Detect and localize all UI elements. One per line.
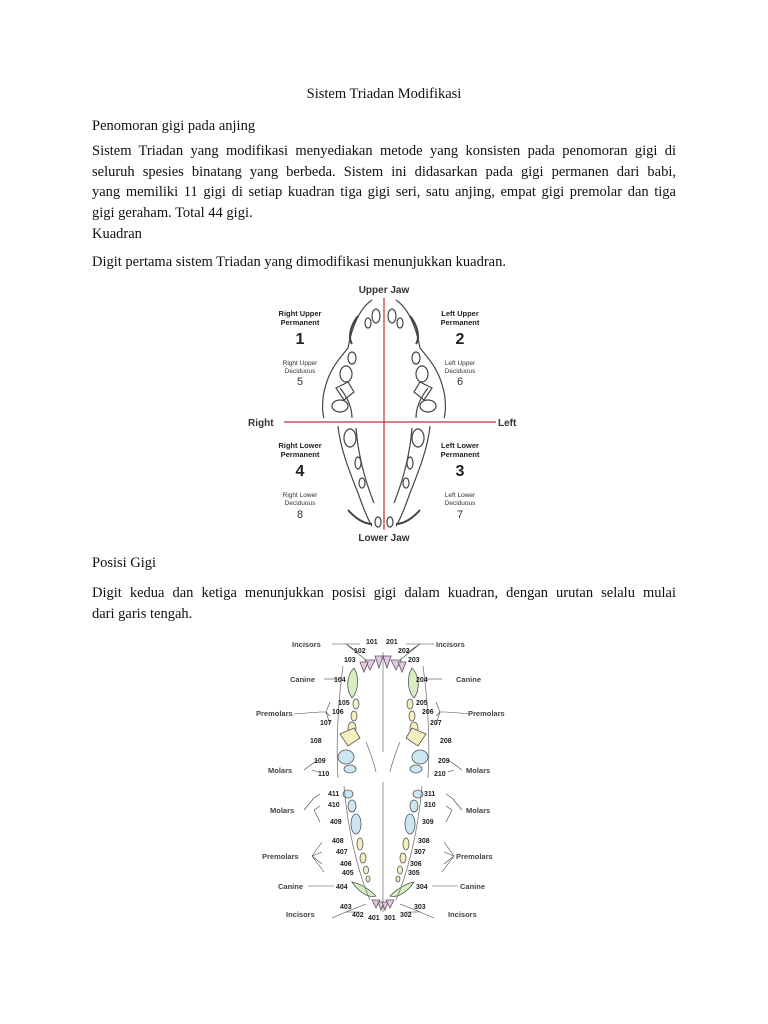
- q6-label-line: Deciduous: [444, 368, 476, 375]
- paragraph-intro-line: Sistem Triadan yang modifikasi menyediakan metode yang konsisten pada penomoran gigi di: [92, 143, 676, 159]
- paragraph-posisi: [92, 583, 676, 624]
- canine-label-upper-left: Canine: [456, 675, 482, 684]
- document-title: Sistem Triadan Modifikasi: [306, 86, 462, 102]
- molars-label-lower-left: Molars: [466, 806, 491, 815]
- tooth-position-diagram: [248, 632, 518, 926]
- tooth-number: 106: [332, 709, 344, 716]
- tooth-number: 301: [384, 915, 396, 922]
- tooth-number: 309: [422, 819, 434, 826]
- paragraph-intro: [92, 141, 676, 223]
- heading-penomoran: Penomoran gigi pada anjing: [92, 118, 256, 134]
- q5-label-line: Right Upper: [282, 360, 318, 367]
- tooth-number: 205: [416, 700, 428, 707]
- tooth-number: 209: [438, 758, 450, 765]
- premolars-label-lower-left: Premolars: [456, 852, 493, 861]
- paragraph-kuadran: Digit pertama sistem Triadan yang dimodifikasi menunjukkan kuadran.: [92, 254, 506, 270]
- tooth-number: 108: [310, 738, 322, 745]
- q6-number: 6: [456, 376, 464, 388]
- tooth-number: 306: [410, 861, 422, 868]
- tooth-number: 305: [408, 870, 420, 877]
- tooth-number: 410: [328, 802, 340, 809]
- tooth-number: 208: [440, 738, 452, 745]
- tooth-number: 201: [386, 639, 398, 646]
- tooth-number: 204: [416, 677, 428, 684]
- q3-label-line: Permanent: [440, 450, 480, 459]
- tooth-number: 307: [414, 849, 426, 856]
- paragraph-intro-line: seluruh spesies binatang yang berbeda. Sistem ini didasarkan pada gigi permanen dari babi,: [92, 163, 676, 180]
- paragraph-intro-line: yang memiliki 11 gigi di setiap kuadran tiga gigi seri, satu anjing, empat gigi premolar dan tiga: [92, 184, 676, 200]
- q7-number: 7: [456, 509, 464, 521]
- molars-label-lower-right: Molars: [270, 806, 295, 815]
- canine-label-upper-right: Canine: [290, 675, 316, 684]
- q1-label-line: Right Upper: [278, 309, 322, 318]
- tooth-number: 308: [418, 838, 430, 845]
- q1-number: 1: [295, 331, 305, 348]
- tooth-number: 407: [336, 849, 348, 856]
- q2-label-line: Left Upper: [441, 309, 479, 318]
- molars-label-upper-right: Molars: [268, 766, 293, 775]
- tooth-number: 406: [340, 861, 352, 868]
- lower-jaw-label: Lower Jaw: [358, 533, 410, 544]
- canine-label-lower-left: Canine: [460, 882, 486, 891]
- tooth-number: 303: [414, 904, 426, 911]
- tooth-number: 107: [320, 720, 332, 727]
- heading-posisi-gigi: Posisi Gigi: [92, 555, 157, 571]
- tooth-number: 105: [338, 700, 350, 707]
- tooth-number: 304: [416, 884, 428, 891]
- canine-label-lower-right: Canine: [278, 882, 304, 891]
- molars-label-upper-left: Molars: [466, 766, 491, 775]
- tooth-number: 311: [424, 791, 436, 798]
- premolars-label-upper-right: Premolars: [256, 709, 293, 718]
- q7-label-line: Deciduous: [444, 500, 476, 507]
- q6-label-line: Left Upper: [444, 360, 476, 367]
- q2-number: 2: [455, 331, 465, 348]
- incisors-label-upper-left: Incisors: [436, 640, 465, 649]
- tooth-number: 408: [332, 838, 344, 845]
- q3-label-line: Left Lower: [441, 441, 479, 450]
- q8-label-line: Right Lower: [282, 492, 318, 499]
- paragraph-posisi-line: Digit kedua dan ketiga menunjukkan posisi gigi dalam kuadran, dengan urutan selalu mulai: [92, 585, 676, 601]
- incisors-label-lower-right: Incisors: [286, 910, 315, 919]
- quadrant-diagram: [240, 278, 530, 548]
- incisors-label-upper-right: Incisors: [292, 640, 321, 649]
- tooth-number: 405: [342, 870, 354, 877]
- tooth-number: 102: [354, 648, 366, 655]
- right-label: Right: [248, 418, 274, 429]
- tooth-number: 101: [366, 639, 378, 646]
- heading-kuadran: Kuadran: [92, 226, 142, 242]
- tooth-number: 206: [422, 709, 434, 716]
- tooth-number: 110: [318, 771, 330, 778]
- q8-number: 8: [296, 509, 304, 521]
- q4-label-line: Permanent: [280, 450, 320, 459]
- left-label: Left: [498, 418, 517, 429]
- tooth-number: 103: [344, 657, 356, 664]
- tooth-number: 402: [352, 912, 364, 919]
- tooth-number: 409: [330, 819, 342, 826]
- q3-number: 3: [455, 463, 465, 480]
- tooth-number: 302: [400, 912, 412, 919]
- tooth-number: 401: [368, 915, 380, 922]
- q4-number: 4: [295, 463, 305, 480]
- q2-label-line: Permanent: [440, 318, 480, 327]
- tooth-number: 210: [434, 771, 446, 778]
- tooth-number: 104: [334, 677, 346, 684]
- tooth-number: 109: [314, 758, 326, 765]
- tooth-number: 207: [430, 720, 442, 727]
- paragraph-intro-line: gigi geraham. Total 44 gigi.: [92, 204, 253, 221]
- incisors-label-lower-left: Incisors: [448, 910, 477, 919]
- paragraph-posisi-line: dari garis tengah.: [92, 605, 193, 622]
- tooth-number: 203: [408, 657, 420, 664]
- tooth-number: 404: [336, 884, 348, 891]
- q1-label-line: Permanent: [280, 318, 320, 327]
- q4-label-line: Right Lower: [278, 441, 322, 450]
- tooth-number: 202: [398, 648, 410, 655]
- premolars-label-upper-left: Premolars: [468, 709, 505, 718]
- upper-jaw-label: Upper Jaw: [358, 285, 410, 296]
- q7-label-line: Left Lower: [444, 492, 476, 499]
- q5-number: 5: [296, 376, 304, 388]
- tooth-number: 411: [328, 791, 340, 798]
- tooth-number: 403: [340, 904, 352, 911]
- tooth-number: 310: [424, 802, 436, 809]
- q8-label-line: Deciduous: [284, 500, 316, 507]
- q5-label-line: Deciduous: [284, 368, 316, 375]
- premolars-label-lower-right: Premolars: [262, 852, 299, 861]
